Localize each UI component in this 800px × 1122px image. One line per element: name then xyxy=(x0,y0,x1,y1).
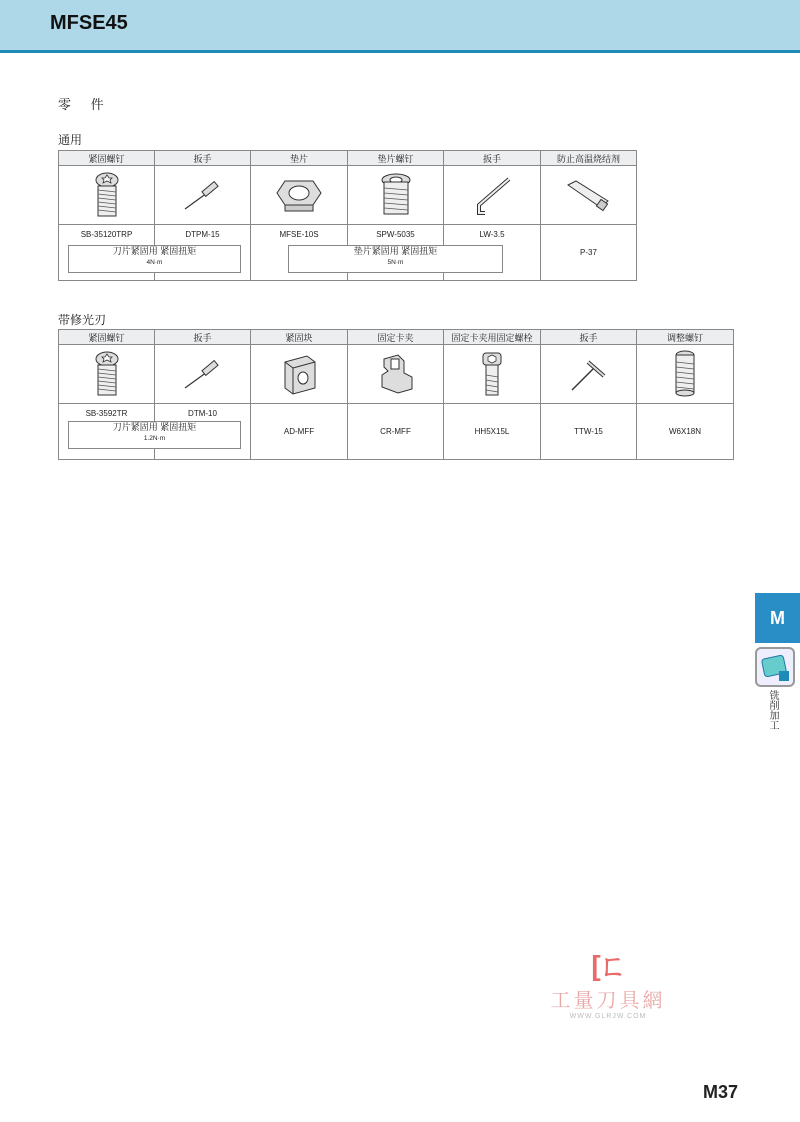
col-header: 扳手 xyxy=(155,330,251,345)
code-cell xyxy=(541,404,637,460)
torque-label: 刀片紧固用 紧固扭矩 xyxy=(112,246,197,256)
t-wrench-image xyxy=(541,345,637,404)
code-cell xyxy=(348,404,444,460)
col-header: 紧固块 xyxy=(251,330,348,345)
general-subtitle: 通用 xyxy=(58,133,83,147)
col-header: 扳手 xyxy=(444,151,541,166)
hex-key-image xyxy=(444,166,541,225)
anti-seize-tube-image xyxy=(541,166,637,225)
fixing-bolt-image xyxy=(444,345,541,404)
shim-screw-image xyxy=(348,166,444,225)
page-title: MFSE45 xyxy=(50,12,128,34)
clamp-screw-image xyxy=(59,345,155,404)
part-code: MFSE-10S xyxy=(279,230,319,239)
part-code: SB-3592TR xyxy=(85,409,128,418)
part-code: CR-MFF xyxy=(380,427,411,436)
fixing-clip-image xyxy=(348,345,444,404)
section-tab-label: 铣削加工 xyxy=(767,690,778,730)
part-code: DTPM-15 xyxy=(185,230,220,239)
col-header: 防止高温烧结剂 xyxy=(541,151,637,166)
col-header: 垫片 xyxy=(251,151,348,166)
col-header: 调整螺钉 xyxy=(637,330,734,345)
part-code: W6X18N xyxy=(668,427,701,436)
section-title: 零 件 xyxy=(58,97,112,112)
clamp-block-image xyxy=(251,345,348,404)
part-code: P-37 xyxy=(580,248,597,257)
part-code: AD-MFF xyxy=(283,427,315,436)
part-code: SB-35120TRP xyxy=(80,230,133,239)
insert-torque-box xyxy=(68,245,241,273)
part-code: LW-3.5 xyxy=(479,230,505,239)
page-number: M37 xyxy=(703,1082,739,1102)
col-header: 垫片螺钉 xyxy=(348,151,444,166)
torque-value: 5N·m xyxy=(387,259,404,266)
section-tab-m[interactable]: M xyxy=(755,593,800,643)
watermark-url: WWW.GLRJW.COM xyxy=(569,1013,647,1020)
part-code: TTW-15 xyxy=(574,427,603,436)
page-header xyxy=(0,0,800,53)
shim-torque-box xyxy=(288,245,503,273)
col-header: 紧固螺钉 xyxy=(59,330,155,345)
code-cell xyxy=(251,404,348,460)
part-code: SPW-5035 xyxy=(376,230,415,239)
shim-image xyxy=(251,166,348,225)
col-header: 扳手 xyxy=(541,330,637,345)
wiper-subtitle: 带修光刃 xyxy=(58,313,107,327)
milling-insert-icon xyxy=(755,647,795,687)
screwdriver-image xyxy=(155,166,251,225)
part-code: DTM-10 xyxy=(188,409,217,418)
col-header: 固定卡夹 xyxy=(348,330,444,345)
code-cell xyxy=(637,404,734,460)
col-header: 固定卡夹用固定螺栓 xyxy=(444,330,541,345)
torque-label: 刀片紧固用 紧固扭矩 xyxy=(112,422,197,432)
code-cell xyxy=(541,225,637,281)
torque-label: 垫片紧固用 紧固扭矩 xyxy=(353,246,438,256)
watermark xyxy=(538,944,678,1020)
col-header: 扳手 xyxy=(155,151,251,166)
wiper-torque-box xyxy=(68,421,241,449)
screwdriver-image xyxy=(155,345,251,404)
clamp-screw-image xyxy=(59,166,155,225)
torque-value: 1.2N·m xyxy=(143,435,166,442)
adjusting-screw-image xyxy=(637,345,734,404)
code-cell xyxy=(444,404,541,460)
watermark-name: 工量刀具網 xyxy=(550,990,666,1012)
col-header: 紧固螺钉 xyxy=(59,151,155,166)
watermark-logo-icon: [ㄈ xyxy=(591,950,625,981)
torque-value: 4N·m xyxy=(146,259,163,266)
part-code: HH5X15L xyxy=(474,427,510,436)
